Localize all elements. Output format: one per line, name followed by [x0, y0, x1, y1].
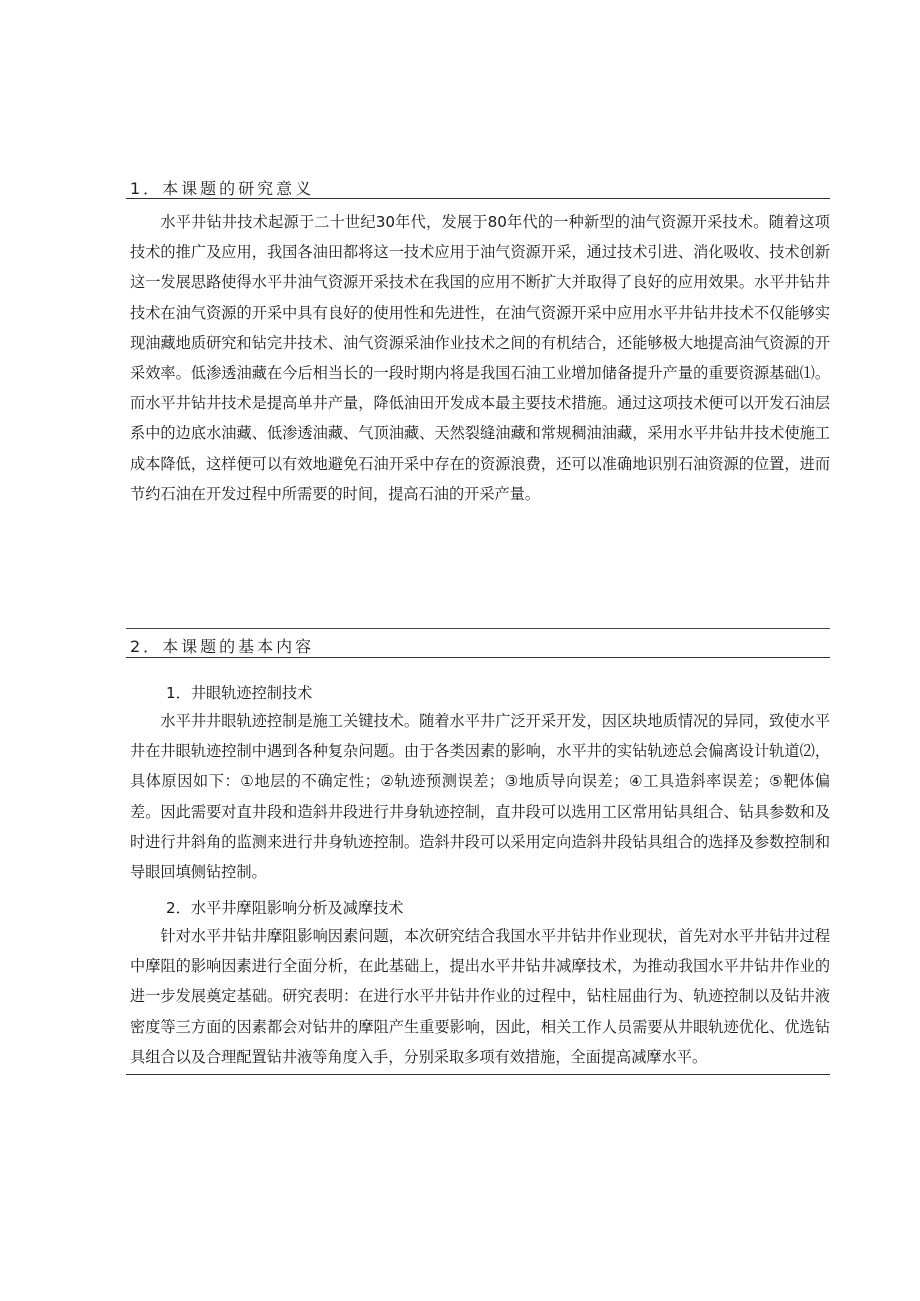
subsection1-title: 1．井眼轨迹控制技术: [166, 684, 313, 702]
subsection2-paragraph: 针对水平井钻井摩阻影响因素问题，本次研究结合我国水平井钻井作业现状，首先对水平井钻井过程中摩阻的影响因素进行全面分析，在此基础上，提出水平井钻井减摩技术，为推动我国水平井钻井作业的进一步发展奠定基础。研究表明：在进行水平井钻井作业的过程中，钻柱屈曲行为、轨迹控制以及钻井液密度等三方面的因素都会对钻井的摩阻产生重要影响，因此，相关工作人员需要从井眼轨迹优化、优选钻具组合以及合理配置钻井液等角度入手，分别采取多项有效措施，全面提高减摩水平。: [130, 927, 830, 1066]
section1-heading: 1．本课题的研究意义: [130, 179, 315, 198]
section2-heading: 2．本课题的基本内容: [130, 637, 315, 656]
section1-heading-underline: [126, 198, 830, 199]
subsection1-paragraph: 水平井井眼轨迹控制是施工关键技术。随着水平井广泛开采开发，因区块地质情况的异同，致使水平井在井眼轨迹控制中遇到各种复杂问题。由于各类因素的影响，水平井的实钻轨迹总会偏离设计轨道⑵，具体原因如下：①地层的不确定性；②轨迹预测误差；③地质导向误差；④工具造斜率误差；⑤靶体偏差。因此需要对直井段和造斜井段进行井身轨迹控制，直井段可以选用工区常用钻具组合、钻具参数和及时进行井斜角的监测来进行井身轨迹控制。造斜井段可以采用定向造斜井段钻具组合的选择及参数控制和导眼回填侧钻控制。: [130, 712, 830, 882]
subsection2-title: 2．水平井摩阻影响分析及减摩技术: [166, 899, 404, 917]
section2-heading-underline: [126, 657, 830, 658]
section1-paragraph: 水平井钻井技术起源于二十世纪30年代，发展于80年代的一种新型的油气资源开采技术。随着这项技术的推广及应用，我国各油田都将这一技术应用于油气资源开采，通过技术引进、消化吸收、技术创新这一发展思路使得水平井油气资源开采技术在我国的应用不断扩大并取得了良好的应用效果。水平井钻井技术在油气资源的开采中具有良好的使用性和先进性，在油气资源开采中应用水平井钻井技术不仅能够实现油藏地质研究和钻完井技术、油气资源采油作业技术之间的有机结合，还能够极大地提高油气资源的开采效率。低渗透油藏在今后相当长的一段时期内将是我国石油工业增加储备提升产量的重要资源基础⑴。而水平井钻井技术是提高单井产量，降低油田开发成本最主要技术措施。通过这项技术便可以开发石油层系中的边底水油藏、低渗透油藏、气顶油藏、天然裂缝油藏和常规稠油油藏，采用水平井钻井技术使施工成本降低，这样便可以有效地避免石油开采中存在的资源浪费，还可以准确地识别石油资源的位置，进而节约石油在开发过程中所需要的时间，提高石油的开采产量。: [130, 213, 830, 503]
section2-top-rule: [126, 628, 830, 629]
section2-bottom-rule: [126, 1074, 830, 1075]
